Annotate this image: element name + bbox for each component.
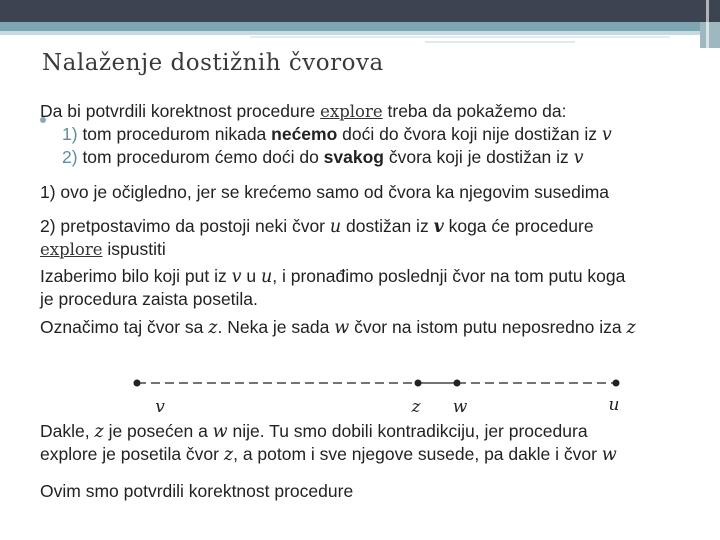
p2-text: dostižan iz [341,216,434,236]
list-item-number: 2) [62,147,78,167]
list-item-emphasis: svakog [323,147,384,167]
slide-body [40,100,700,339]
node-v [134,380,141,387]
list-item [40,123,700,146]
node-w [454,380,461,387]
p2-text: 2) pretpostavimo da postoji neki čvor [40,216,330,236]
node-label-w: w [452,397,468,417]
list-item-text: tom procedurom nikada [82,124,272,144]
list-item [40,146,700,169]
math-var: w [601,445,617,465]
p3-text: u [241,266,261,286]
p2-keyword: explore [40,240,103,259]
math-var: v [231,267,242,287]
header-decoration [0,0,720,48]
p4-text: Označimo taj čvor sa [40,317,209,337]
math-var: u [260,267,273,287]
paragraph-3 [40,265,700,288]
node-label-u: u [608,395,620,415]
math-var: z [94,422,104,442]
p5-text: , a potom i sve njegove susede, pa dakle i čvor [233,444,602,464]
paragraph-5 [40,420,700,443]
p5-text: nije. Tu smo dobili kontradikciju, jer procedura [227,421,588,441]
p4-text: . Neka je sada [217,317,335,337]
math-var: z [208,318,218,338]
paragraph-2-cont [40,238,700,261]
list-item-text: tom procedurom ćemo doći do [82,147,324,167]
p3-text: Izaberimo bilo koji put iz [40,266,232,286]
math-var: z [223,445,234,465]
intro-text-post: treba da pokažemo da: [382,101,567,121]
p2-text: koga će procedure [443,216,594,236]
math-var: w [212,422,228,442]
p3-text: , i pronađimo poslednji čvor na tom putu koga [272,266,626,286]
list-item-text: doći do čvora koji nije dostižan iz [337,124,602,144]
math-var: w [334,318,350,338]
list-item-number: 1) [62,124,78,144]
path-diagram [0,372,720,418]
math-var: v [573,148,584,168]
list-item-text: čvora koji je dostižan iz [383,147,574,167]
node-u [613,380,620,387]
intro-text-pre: Da bi potvrdili korektnost procedure [40,101,321,121]
paragraph-6: Ovim smo potvrdili korektnost procedure [40,481,354,501]
math-var: z [626,318,636,338]
node-label-z: z [411,397,421,417]
paragraph-5-cont [40,443,700,466]
p5-text: explore je posetila čvor [40,444,224,464]
paragraph-3-cont: je procedura zaista posetila. [40,289,258,309]
slide-body-bottom [40,420,700,502]
p5-text: Dakle, [40,421,95,441]
math-var: u [329,217,342,237]
paragraph-1: 1) ovo je očigledno, jer se krećemo samo od čvora ka njegovim susedima [40,182,610,202]
math-var: v [601,125,612,145]
paragraph-4 [40,316,700,339]
p5-text: je posećen a [103,421,213,441]
page-title: Nalaženje dostižnih čvorova [42,50,384,76]
intro-line [40,100,700,123]
node-z [415,380,422,387]
p4-text: čvor na istom putu neposredno iza [349,317,627,337]
node-label-v: v [155,397,165,417]
list-item-emphasis: nećemo [271,124,338,144]
intro-keyword: explore [320,102,383,121]
p2-text: ispustiti [102,239,166,259]
paragraph-2 [40,215,700,238]
math-var-bold: v [433,217,444,237]
